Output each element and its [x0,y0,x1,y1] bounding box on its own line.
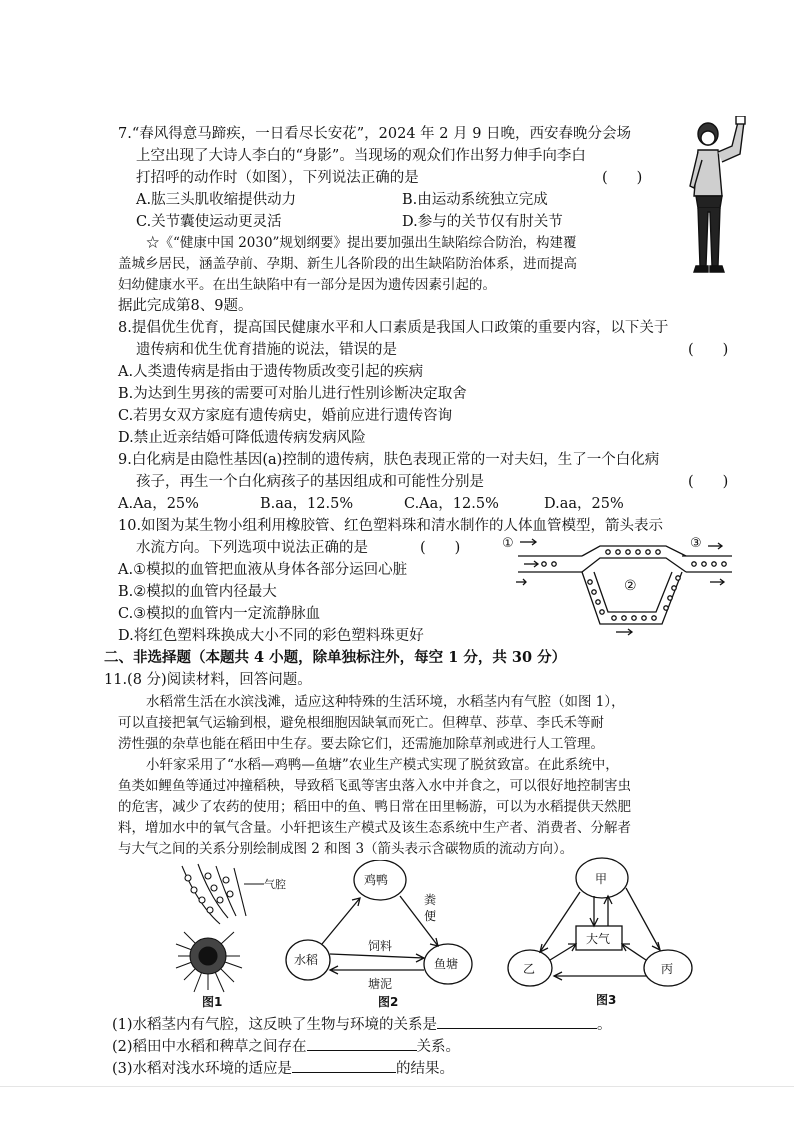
q11-para-line7: 料，增加水中的氧气含量。小轩把该生产模式及该生态系统中生产者、消费者、分解者 [118,820,631,836]
q8-option-d: D.禁止近亲结婚可降低遗传病发病风险 [118,430,366,446]
figure3-carbon-cycle [504,856,708,1010]
passage-line1: ☆《“健康中国 2030”规划纲要》提出要加强出生缺陷综合防治，构建覆 [146,235,577,251]
q11-para-line3: 涝性强的杂草也能在稻田中生存。要去除它们，还需施加除草剂或进行人工管理。 [118,736,604,752]
passage-line4: 据此完成第8、9题。 [118,298,253,314]
q11-sub3-answer-blank[interactable] [292,1058,396,1073]
q8-option-c: C.若男女双方家庭有遗传病史，婚前应进行遗传咨询 [118,408,453,424]
fig2-rice: 水稻 [294,953,319,967]
fig2-manure-2: 便 [424,909,437,923]
passage-line2: 盖城乡居民，涵盖孕前、孕期、新生儿各阶段的出生缺陷防治体系，进而提高 [118,256,577,272]
q11-para-line1: 水稻常生活在水滨浅滩，适应这种特殊的生活环境，水稻茎内有气腔（如图 1）， [146,694,625,710]
fig3-bing: 丙 [661,962,674,976]
q7-stem-line3: 打招呼的动作时（如图），下列说法正确的是 [136,170,419,186]
q11-sub3-end: 的结果。 [396,1061,455,1077]
q10-option-b: B.②模拟的血管内径最大 [118,584,277,600]
figure2-caption: 图2 [378,995,399,1009]
q11-sub2-end: 关系。 [416,1039,461,1055]
q9-option-c: C.Aa，12.5% [404,496,499,512]
figure2-farming-model [284,860,498,1010]
page-bottom-divider [0,1086,794,1087]
q11-para-line2: 可以直接把氧气运输到根，避免根细胞因缺氧而死亡。但稗草、莎草、李氏禾等耐 [118,715,604,731]
fig3-yi: 乙 [523,962,536,976]
blood-vessel-model-figure [496,532,736,638]
vessel-label-1: ① [502,536,514,551]
q8-stem-line1: 8.提倡优生优育，提高国民健康水平和人口素质是我国人口政策的重要内容，以下关于 [118,320,669,336]
q11-para-line4: 小轩家采用了“水稻—鸡鸭—鱼塘”农业生产模式实现了脱贫致富。在此系统中， [146,757,619,773]
q11-sub2-text: (2)稻田中水稻和稗草之间存在 [112,1039,307,1055]
q7-stem-line2: 上空出现了大诗人李白的“身影”。当现场的观众们作出努力伸手向李白 [136,148,586,164]
q8-option-b: B.为达到生男孩的需要可对胎儿进行性别诊断决定取舍 [118,386,467,402]
figure3-caption: 图3 [596,993,617,1007]
q11-sub3 [112,1058,454,1079]
figure1-rice-stem-section [164,860,296,1010]
figure1-caption: 图1 [202,995,223,1009]
q7-option-a: A.肱三头肌收缩提供动力 [136,192,297,208]
q7-answer-paren: ( ) [602,170,643,186]
q9-option-b: B.aa，12.5% [260,496,354,512]
vessel-label-2: ② [624,578,637,594]
q11-sub2-answer-blank[interactable] [307,1036,417,1051]
q7-option-c: C.关节囊使运动更灵活 [136,214,282,230]
q10-option-c: C.③模拟的血管内一定流静脉血 [118,606,321,622]
q10-option-d: D.将红色塑料珠换成大小不同的彩色塑料珠更好 [118,628,424,644]
fig3-jia: 甲 [595,872,608,886]
q9-option-a: A.Aa，25% [118,496,199,512]
q7-option-d: D.参与的关节仅有肘关节 [402,214,563,230]
q9-stem-line2: 孩子，再生一个白化病孩子的基因组成和可能性分别是 [136,474,484,490]
vessel-label-3: ③ [690,536,702,551]
q9-answer-paren: ( ) [688,474,729,490]
fig2-pond-mud: 塘泥 [368,977,393,991]
figure1-air-cavity-label: 气腔 [264,878,286,891]
q10-stem-line1: 10.如图为某生物小组利用橡胶管、红色塑料珠和清水制作的人体血管模型，箭头表示 [118,518,664,534]
q11-para-line6: 的危害，减少了农药的使用；稻田中的鱼、鸭日常在田里畅游，可以为水稻提供天然肥 [118,799,631,815]
q9-option-d: D.aa，25% [544,496,624,512]
q8-option-a: A.人类遗传病是指由于遗传物质改变引起的疾病 [118,364,424,380]
q7-stem-line1: 7.“春风得意马蹄疾，一日看尽长安花”，2024 年 2 月 9 日晚，西安春晚分会场 [118,126,632,142]
q11-sub1 [112,1014,612,1035]
q9-stem-line1: 9.白化病是由隐性基因(a)控制的遗传病，肤色表现正常的一对夫妇，生了一个白化病 [118,452,660,468]
q11-sub1-end: 。 [597,1017,612,1033]
person-waving-figure [682,116,750,278]
q11-head: 11.(8 分)阅读材料，回答问题。 [104,672,312,688]
q11-sub1-text: (1)水稻茎内有气腔，这反映了生物与环境的关系是 [112,1017,438,1033]
q11-para-line5: 鱼类如鲤鱼等通过冲撞稻秧，导致稻飞虱等害虫落入水中并食之，可以很好地控制害虫 [118,778,631,794]
q8-stem-line2: 遗传病和优生优育措施的说法，错误的是 [136,342,397,358]
passage-line3: 妇幼健康水平。在出生缺陷中有一部分是因为遗传因素引起的。 [118,277,496,293]
fig2-chicken-duck: 鸡鸭 [364,873,389,887]
q10-option-a: A.①模拟的血管把血液从身体各部分运回心脏 [118,562,408,578]
q11-sub1-answer-blank[interactable] [437,1014,597,1029]
q11-sub2 [112,1036,460,1057]
q10-answer-paren: ( ) [420,540,461,556]
q10-stem-line2: 水流方向。下列选项中说法正确的是 [136,540,368,556]
fig3-atmosphere: 大气 [586,932,611,946]
q7-option-b: B.由运动系统独立完成 [402,192,548,208]
fig2-manure-1: 粪 [424,893,437,907]
q11-sub3-text: (3)水稻对浅水环境的适应是 [112,1061,293,1077]
fig2-feed: 饲料 [368,939,393,953]
section2-heading: 二、非选择题（本题共 4 小题，除单独标注外，每空 1 分，共 30 分） [104,649,567,666]
fig2-fish-pond: 鱼塘 [434,957,459,971]
q8-answer-paren: ( ) [688,342,729,358]
q11-para-line8: 与大气之间的关系分别绘制成图 2 和图 3（箭头表示含碳物质的流动方向）。 [118,841,574,857]
